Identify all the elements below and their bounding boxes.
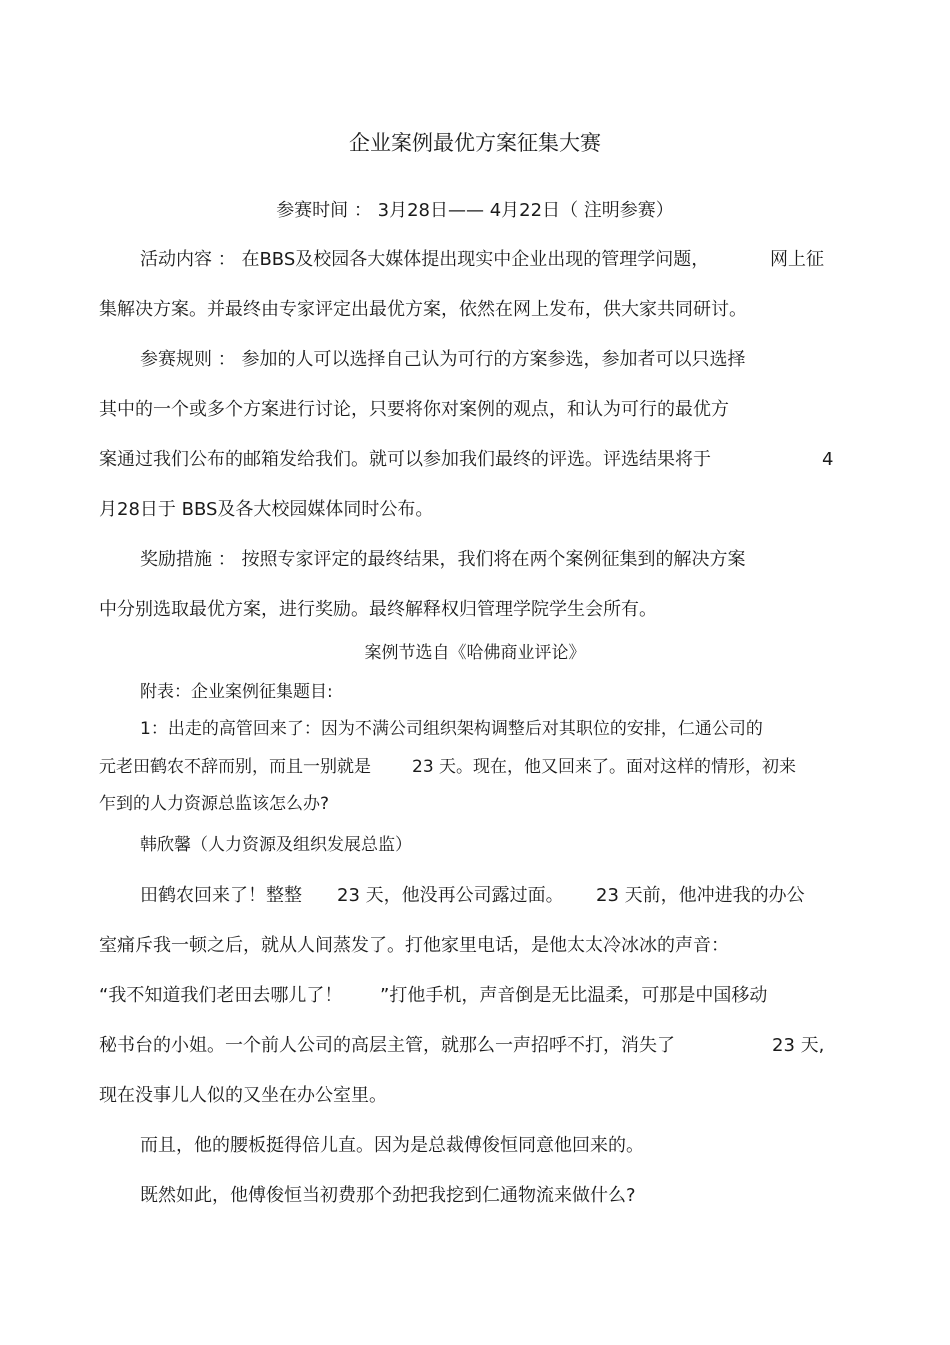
story-line-3b: ”打他手机，声音倒是无比温柔，可那是中国移动 (380, 985, 768, 1006)
story-line-1c: 23 天前，他冲进我的办公 (596, 885, 805, 906)
rules-line-4: 月28日于 BBS及各大校园媒体同时公布。 (99, 499, 434, 520)
content-line-1: 活动内容 ： 在BBS及校园各大媒体提出现实中企业出现的管理学问题， (140, 249, 710, 270)
rules-line-1: 参赛规则 ： 参加的人可以选择自己认为可行的方案参选，参加者可以只选择 (140, 349, 746, 370)
story-line-2: 室痛斥我一顿之后，就从人间蒸发了。打他家里电话，是他太太冷冰冰的声音： (99, 935, 729, 956)
story-line-1a: 田鹤农回来了！整整 (140, 885, 302, 906)
story-line-1b: 23 天，他没再公司露过面。 (337, 885, 564, 906)
case1-line-2-end: 23 天。现在，他又回来了。面对这样的情形，初来 (412, 757, 797, 777)
content-line-2: 集解决方案。并最终由专家评定出最优方案，依然在网上发布，供大家共同研讨。 (99, 299, 747, 320)
competition-time: 参赛时间 ： 3月28日—— 4月22日（ 注明参赛） (276, 200, 674, 221)
story-line-4b: 23 天, (772, 1035, 825, 1056)
rules-line-3: 案通过我们公布的邮箱发给我们。就可以参加我们最终的评选。评选结果将于 (99, 449, 711, 470)
rewards-line-1: 奖励措施 ： 按照专家评定的最终结果，我们将在两个案例征集到的解决方案 (140, 549, 746, 570)
speaker-line: 韩欣馨（人力资源及组织发展总监） (140, 835, 412, 855)
story-line-5: 现在没事儿人似的又坐在办公室里。 (99, 1085, 387, 1106)
rules-line-2: 其中的一个或多个方案进行讨论，只要将你对案例的观点，和认为可行的最优方 (99, 399, 729, 420)
case1-line-1: 1：出走的高管回来了：因为不满公司组织架构调整后对其职位的安排，仁通公司的 (140, 719, 763, 739)
case1-line-3: 乍到的人力资源总监该怎么办? (99, 794, 330, 814)
rewards-line-2: 中分别选取最优方案，进行奖励。最终解释权归管理学院学生会所有。 (99, 599, 657, 620)
document-title: 企业案例最优方案征集大赛 (349, 131, 601, 155)
story-line-4a: 秘书台的小姐。一个前人公司的高层主管，就那么一声招呼不打，消失了 (99, 1035, 675, 1056)
story-line-7: 既然如此，他傅俊恒当初费那个劲把我挖到仁通物流来做什么? (140, 1185, 636, 1206)
rules-line-3-end: 4 (822, 449, 834, 470)
content-line-1-end: 网上征 (770, 249, 824, 270)
story-line-3a: “我不知道我们老田去哪儿了！ (99, 985, 343, 1006)
story-line-6: 而且，他的腰板挺得倍儿直。因为是总裁傅俊恒同意他回来的。 (140, 1135, 644, 1156)
appendix-heading: 附表：企业案例征集题目: (140, 682, 333, 702)
case-source-note: 案例节选自《哈佛商业评论》 (364, 643, 586, 663)
case1-line-2: 元老田鹤农不辞而别，而且一别就是 (99, 757, 371, 777)
